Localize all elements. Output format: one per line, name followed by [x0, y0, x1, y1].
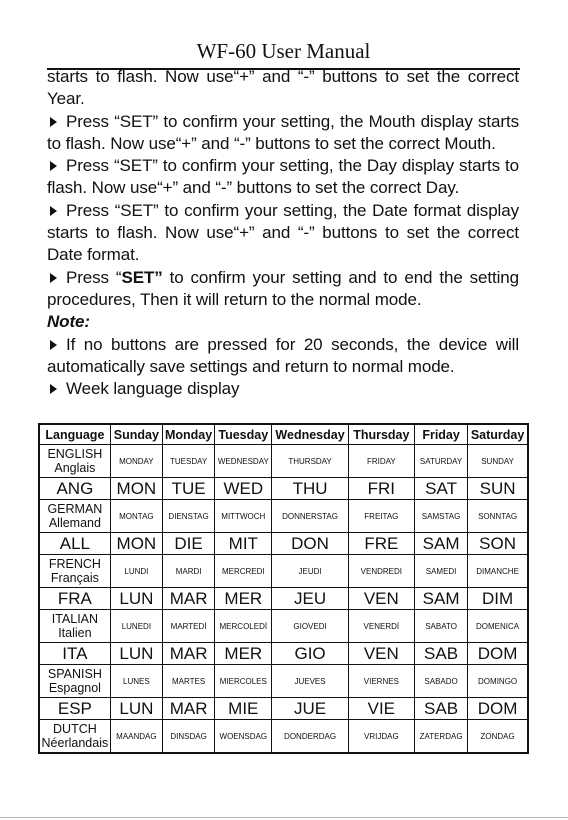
full-day-cell: SUNDAY [468, 445, 528, 478]
full-day-cell: MITTWOCH [215, 500, 272, 533]
table-row [39, 720, 528, 754]
abbr-cell: ANG [39, 478, 110, 500]
header-cell: Wednesday [272, 424, 348, 445]
abbr-cell: SUN [468, 478, 528, 500]
header-cell: Friday [414, 424, 467, 445]
body-text [47, 66, 519, 400]
full-day-cell: FREITAG [348, 500, 414, 533]
table-row [39, 555, 528, 588]
abbr-cell: FRA [39, 588, 110, 610]
abbr-cell: MON [110, 478, 162, 500]
header-cell: Tuesday [215, 424, 272, 445]
week-language-table [38, 423, 529, 754]
full-day-cell: SAMEDI [414, 555, 467, 588]
full-day-cell: THURSDAY [272, 445, 348, 478]
abbr-cell: VIE [348, 698, 414, 720]
abbr-cell: DON [272, 533, 348, 555]
abbr-cell: DOM [468, 643, 528, 665]
paragraph-end-post: to confirm your setting and to end the setting procedures, Then it will return to the normal mode. [47, 267, 520, 309]
abbr-cell: SON [468, 533, 528, 555]
paragraph-date-format [47, 200, 519, 267]
full-day-cell: DIMANCHE [468, 555, 528, 588]
paragraph-end-setting [47, 267, 519, 312]
language-name: ITALIAN [51, 612, 99, 626]
full-day-cell: SAMSTAG [414, 500, 467, 533]
abbr-cell: WED [215, 478, 272, 500]
abbr-cell: MAR [162, 588, 214, 610]
full-day-cell: LUNEDI [110, 610, 162, 643]
full-day-cell: TUESDAY [162, 445, 214, 478]
full-day-cell: SABATO [414, 610, 467, 643]
abbr-cell: SAB [414, 643, 467, 665]
language-name-fr: Italien [58, 626, 92, 640]
full-day-cell: MARTEDİ [162, 610, 214, 643]
abbr-cell: DIE [162, 533, 214, 555]
header-cell: Thursday [348, 424, 414, 445]
abbr-cell: SAM [414, 588, 467, 610]
paragraph-week-display-text: Week language display [66, 379, 240, 399]
language-name-cell [39, 445, 110, 478]
abbr-cell: JEU [272, 588, 348, 610]
language-name: SPANISH [47, 667, 102, 681]
full-day-cell: DONDERDAG [272, 720, 348, 754]
full-day-cell: GIOVEDI [272, 610, 348, 643]
abbr-cell: ALL [39, 533, 110, 555]
table-row [39, 643, 528, 665]
full-day-cell: MAANDAG [110, 720, 162, 754]
full-day-cell: LUNDI [110, 555, 162, 588]
table-row [39, 698, 528, 720]
language-name-fr: Espagnol [48, 681, 101, 695]
table-header-row [39, 424, 528, 445]
full-day-cell: VENERDİ [348, 610, 414, 643]
language-name-cell [39, 665, 110, 698]
note-label: Note: [47, 312, 90, 332]
full-day-cell: VRIJDAG [348, 720, 414, 754]
full-day-cell: MERCOLEDİ [215, 610, 272, 643]
full-day-cell: WEDNESDAY [215, 445, 272, 478]
language-name-fr: Français [50, 571, 99, 585]
abbr-cell: ITA [39, 643, 110, 665]
table-row [39, 500, 528, 533]
full-day-cell: VIERNES [348, 665, 414, 698]
paragraph-week-display [47, 378, 519, 400]
abbr-cell: MAR [162, 698, 214, 720]
abbr-cell: TUE [162, 478, 214, 500]
language-name: DUTCH [53, 722, 97, 736]
full-day-cell: SONNTAG [468, 500, 528, 533]
language-name: ENGLISH [47, 447, 103, 461]
abbr-cell: MON [110, 533, 162, 555]
full-day-cell: ZONDAG [468, 720, 528, 754]
header-cell: Language [39, 424, 110, 445]
header-cell: Monday [162, 424, 214, 445]
paragraph-end-bold: SET” [121, 267, 163, 287]
table-row [39, 478, 528, 500]
language-name: GERMAN [47, 502, 103, 516]
full-day-cell: FRIDAY [348, 445, 414, 478]
language-name-fr: Allemand [48, 516, 101, 530]
abbr-cell: VEN [348, 643, 414, 665]
abbr-cell: SAM [414, 533, 467, 555]
full-day-cell: DONNERSTAG [272, 500, 348, 533]
abbr-cell: GIO [272, 643, 348, 665]
paragraph-month [47, 111, 519, 156]
abbr-cell: MIE [215, 698, 272, 720]
table-row [39, 533, 528, 555]
full-day-cell: DOMENICA [468, 610, 528, 643]
document-title: WF-60 User Manual [196, 39, 371, 63]
language-name-cell [39, 610, 110, 643]
full-day-cell: DOMINGO [468, 665, 528, 698]
abbr-cell: DOM [468, 698, 528, 720]
full-day-cell: VENDREDI [348, 555, 414, 588]
language-name: FRENCH [48, 557, 101, 571]
full-day-cell: MIERCOLES [215, 665, 272, 698]
language-name-cell [39, 555, 110, 588]
language-name-cell [39, 720, 110, 754]
paragraph-day-text: Press “SET” to confirm your setting, the Day display starts to flash. Now use“+” and “-” buttons to set the correct Day. [47, 156, 519, 198]
full-day-cell: MERCREDI [215, 555, 272, 588]
paragraph-timeout-text: If no buttons are pressed for 20 seconds, the device will automatically save settings and return to normal mode. [47, 334, 519, 376]
full-day-cell: JEUDI [272, 555, 348, 588]
abbr-cell: MAR [162, 643, 214, 665]
abbr-cell: VEN [348, 588, 414, 610]
abbr-cell: SAB [414, 698, 467, 720]
table-row [39, 445, 528, 478]
abbr-cell: FRI [348, 478, 414, 500]
abbr-cell: LUN [110, 643, 162, 665]
language-name-fr: Anglais [54, 461, 96, 475]
table-row [39, 588, 528, 610]
abbr-cell: MER [215, 643, 272, 665]
full-day-cell: MARDI [162, 555, 214, 588]
paragraph-month-text: Press “SET” to confirm your setting, the Mouth display starts to flash. Now use“+” and “-” buttons to set the correct Mouth. [47, 111, 519, 153]
abbr-cell: THU [272, 478, 348, 500]
header-cell: Sunday [110, 424, 162, 445]
paragraph-timeout [47, 334, 519, 379]
header-cell: Saturday [468, 424, 528, 445]
full-day-cell: JUEVES [272, 665, 348, 698]
full-day-cell: SATURDAY [414, 445, 467, 478]
page-bottom-edge [0, 817, 568, 818]
language-name-fr: Néerlandais [41, 736, 109, 750]
full-day-cell: ZATERDAG [414, 720, 467, 754]
abbr-cell: MIT [215, 533, 272, 555]
table-row [39, 610, 528, 643]
abbr-cell: DIM [468, 588, 528, 610]
abbr-cell: MER [215, 588, 272, 610]
table-row [39, 665, 528, 698]
paragraph-year: starts to flash. Now use“+” and “-” buttons to set the correct Year. [47, 67, 519, 109]
paragraph-date-format-text: Press “SET” to confirm your setting, the Date format display starts to flash. Now use“+” and “-” buttons to set the correct Date format. [47, 200, 519, 265]
full-day-cell: WOENSDAG [215, 720, 272, 754]
full-day-cell: MONDAY [110, 445, 162, 478]
full-day-cell: SABADO [414, 665, 467, 698]
abbr-cell: LUN [110, 588, 162, 610]
full-day-cell: DIENSTAG [162, 500, 214, 533]
full-day-cell: MARTES [162, 665, 214, 698]
abbr-cell: SAT [414, 478, 467, 500]
abbr-cell: JUE [272, 698, 348, 720]
language-name-cell [39, 500, 110, 533]
abbr-cell: ESP [39, 698, 110, 720]
abbr-cell: FRE [348, 533, 414, 555]
paragraph-end-pre: Press “ [66, 267, 122, 287]
paragraph-day [47, 155, 519, 200]
full-day-cell: LUNES [110, 665, 162, 698]
abbr-cell: LUN [110, 698, 162, 720]
full-day-cell: DINSDAG [162, 720, 214, 754]
full-day-cell: MONTAG [110, 500, 162, 533]
